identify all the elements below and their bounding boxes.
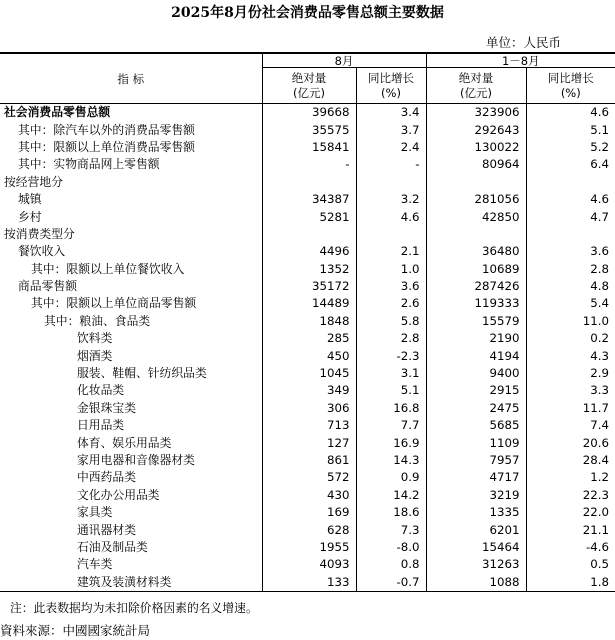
month-abs-cell: 169 [262, 504, 356, 521]
month-abs-cell [262, 226, 356, 243]
ytd-yoy-cell: 22.0 [526, 504, 615, 521]
ytd-abs-cell: 1335 [426, 504, 526, 521]
row-label: 体育、娱乐用品类 [77, 435, 172, 450]
ytd-abs-cell: 4194 [426, 347, 526, 364]
month-abs-cell: 15841 [262, 139, 356, 156]
row-label: 汽车类 [77, 557, 113, 572]
row-label: 其中：粮油、食品类 [44, 313, 151, 328]
row-label: 饮料类 [77, 331, 113, 346]
ytd-yoy-cell: 3.3 [526, 382, 615, 399]
ytd-abs-cell: 42850 [426, 208, 526, 225]
row-label: 其中：限额以上单位商品零售额 [31, 296, 197, 311]
ytd-yoy-cell: 4.6 [526, 191, 615, 208]
table-row [0, 226, 615, 243]
ytd-abs-cell: 2190 [426, 330, 526, 347]
unit-label: 单位：人民币 [486, 35, 562, 50]
month-abs-cell: 713 [262, 417, 356, 434]
period-header-ytd: 1－8月 [426, 53, 615, 68]
ytd-abs-cell [426, 226, 526, 243]
month-yoy-cell: 2.8 [356, 330, 426, 347]
month-yoy-cell: 18.6 [356, 504, 426, 521]
table-row [0, 313, 615, 330]
month-abs-cell: 285 [262, 330, 356, 347]
ytd-abs-cell: 15464 [426, 539, 526, 556]
month-abs-cell: 861 [262, 452, 356, 469]
ytd-abs-cell: 1088 [426, 574, 526, 592]
col-header-label: 绝对量 [458, 70, 494, 85]
ytd-abs-cell: 3219 [426, 487, 526, 504]
row-label: 中西药品类 [77, 470, 136, 485]
ytd-yoy-cell: 0.2 [526, 330, 615, 347]
month-yoy-cell: 2.4 [356, 139, 426, 156]
month-abs-cell: 1352 [262, 261, 356, 278]
month-abs-cell: - [262, 156, 356, 173]
ytd-yoy-cell: 20.6 [526, 434, 615, 451]
month-abs-cell: 35575 [262, 121, 356, 138]
ytd-abs-cell: 292643 [426, 121, 526, 138]
month-abs-cell: 35172 [262, 278, 356, 295]
table-row [0, 400, 615, 417]
table-row [0, 261, 615, 278]
col-header-unit: (%) [381, 85, 401, 100]
ytd-yoy-cell: 4.8 [526, 278, 615, 295]
col-header-label: 同比增长 [547, 70, 594, 85]
col-header-unit: (%) [560, 85, 581, 100]
table-row [0, 469, 615, 486]
ytd-abs-cell: 7957 [426, 452, 526, 469]
row-label: 乡村 [18, 209, 42, 224]
col-header-label: 绝对量 [291, 70, 327, 85]
row-label: 其中：除汽车以外的消费品零售额 [18, 122, 195, 137]
table-row [0, 295, 615, 312]
row-label: 其中：限额以上单位餐饮收入 [31, 261, 185, 276]
month-yoy-cell: 2.6 [356, 295, 426, 312]
ytd-yoy-cell: 2.9 [526, 365, 615, 382]
ytd-yoy-cell: 5.1 [526, 121, 615, 138]
ytd-yoy-cell: 11.7 [526, 400, 615, 417]
ytd-abs-cell: 1109 [426, 434, 526, 451]
month-abs-cell: 127 [262, 434, 356, 451]
col-header-month-yoy [356, 68, 426, 104]
month-yoy-cell: 3.4 [356, 104, 426, 122]
row-label: 日用品类 [77, 418, 125, 433]
page-title: 2025年8月份社会消费品零售总额主要数据 [171, 5, 444, 21]
row-label: 建筑及装潢材料类 [77, 574, 172, 589]
indicator-header: 指 标 [117, 71, 145, 86]
col-header-unit: (亿元) [293, 85, 325, 100]
row-label: 家用电器和音像器材类 [77, 453, 195, 467]
col-header-month-abs [262, 68, 356, 104]
ytd-abs-cell: 80964 [426, 156, 526, 173]
ytd-abs-cell: 15579 [426, 313, 526, 330]
ytd-yoy-cell: 4.3 [526, 347, 615, 364]
ytd-yoy-cell: 5.2 [526, 139, 615, 156]
ytd-yoy-cell: 5.4 [526, 295, 615, 312]
row-label: 金银珠宝类 [77, 400, 136, 415]
month-yoy-cell: 1.0 [356, 261, 426, 278]
month-abs-cell: 1955 [262, 539, 356, 556]
table-body [0, 104, 615, 592]
ytd-yoy-cell: 6.4 [526, 156, 615, 173]
row-label: 烟酒类 [77, 348, 113, 363]
ytd-abs-cell: 31263 [426, 556, 526, 573]
table-row [0, 487, 615, 504]
col-header-ytd-abs [426, 68, 526, 104]
retail-sales-table [0, 52, 615, 592]
table-row [0, 191, 615, 208]
month-abs-cell: 5281 [262, 208, 356, 225]
table-row [0, 104, 615, 122]
month-abs-cell: 349 [262, 382, 356, 399]
ytd-yoy-cell [526, 174, 615, 191]
col-header-unit: (亿元) [460, 85, 492, 100]
ytd-abs-cell: 281056 [426, 191, 526, 208]
month-yoy-cell [356, 226, 426, 243]
month-yoy-cell: 16.9 [356, 434, 426, 451]
row-label: 文化办公用品类 [77, 487, 160, 502]
ytd-yoy-cell: 0.5 [526, 556, 615, 573]
table-row [0, 452, 615, 469]
month-abs-cell: 306 [262, 400, 356, 417]
table-row [0, 330, 615, 347]
row-label: 城镇 [18, 192, 42, 207]
month-abs-cell: 133 [262, 574, 356, 592]
month-yoy-cell: 5.8 [356, 313, 426, 330]
month-yoy-cell: -2.3 [356, 347, 426, 364]
month-yoy-cell: -8.0 [356, 539, 426, 556]
table-row [0, 208, 615, 225]
table-row [0, 556, 615, 573]
ytd-abs-cell: 323906 [426, 104, 526, 122]
row-label: 服装、鞋帽、针纺织品类 [77, 366, 207, 381]
data-source: 資料來源：中國國家統計局 [0, 623, 151, 638]
row-label: 商品零售额 [18, 279, 77, 294]
col-header-ytd-yoy [526, 68, 615, 104]
ytd-yoy-cell: 3.6 [526, 243, 615, 260]
ytd-abs-cell: 2915 [426, 382, 526, 399]
ytd-yoy-cell: 4.7 [526, 208, 615, 225]
row-label: 其中：实物商品网上零售额 [18, 157, 160, 172]
month-abs-cell: 430 [262, 487, 356, 504]
table-row [0, 574, 615, 592]
table-row [0, 156, 615, 173]
month-abs-cell: 4496 [262, 243, 356, 260]
month-yoy-cell: 14.3 [356, 452, 426, 469]
table-row [0, 243, 615, 260]
ytd-yoy-cell: 28.4 [526, 452, 615, 469]
footnote: 注：此表数据均为未扣除价格因素的名义增速。 [10, 601, 258, 615]
ytd-abs-cell: 130022 [426, 139, 526, 156]
month-yoy-cell: 0.9 [356, 469, 426, 486]
row-label: 家具类 [77, 505, 113, 520]
month-abs-cell: 450 [262, 347, 356, 364]
month-yoy-cell: 7.7 [356, 417, 426, 434]
table-row [0, 521, 615, 538]
ytd-abs-cell: 4717 [426, 469, 526, 486]
month-yoy-cell: 16.8 [356, 400, 426, 417]
month-yoy-cell: 3.6 [356, 278, 426, 295]
table-row [0, 278, 615, 295]
ytd-yoy-cell: -4.6 [526, 539, 615, 556]
ytd-abs-cell: 36480 [426, 243, 526, 260]
ytd-abs-cell: 10689 [426, 261, 526, 278]
table-row [0, 417, 615, 434]
ytd-yoy-cell: 11.0 [526, 313, 615, 330]
table-row [0, 139, 615, 156]
table-row [0, 539, 615, 556]
table-row [0, 382, 615, 399]
month-abs-cell [262, 174, 356, 191]
table-row [0, 504, 615, 521]
row-label: 其中：限额以上单位消费品零售额 [18, 139, 195, 154]
ytd-yoy-cell: 1.2 [526, 469, 615, 486]
ytd-yoy-cell: 4.6 [526, 104, 615, 122]
ytd-abs-cell: 9400 [426, 365, 526, 382]
month-abs-cell: 1848 [262, 313, 356, 330]
month-yoy-cell: - [356, 156, 426, 173]
ytd-yoy-cell: 22.3 [526, 487, 615, 504]
ytd-yoy-cell: 1.8 [526, 574, 615, 592]
row-label: 化妆品类 [77, 383, 125, 398]
month-yoy-cell: 0.8 [356, 556, 426, 573]
month-yoy-cell: 3.1 [356, 365, 426, 382]
row-label: 按消费类型分 [4, 226, 75, 241]
ytd-abs-cell: 2475 [426, 400, 526, 417]
ytd-abs-cell: 287426 [426, 278, 526, 295]
month-abs-cell: 572 [262, 469, 356, 486]
ytd-abs-cell: 119333 [426, 295, 526, 312]
table-row [0, 434, 615, 451]
month-abs-cell: 39668 [262, 104, 356, 122]
row-label: 石油及制品类 [77, 539, 148, 554]
col-header-label: 同比增长 [368, 70, 414, 85]
ytd-yoy-cell: 2.8 [526, 261, 615, 278]
month-yoy-cell: 2.1 [356, 243, 426, 260]
row-label: 餐饮收入 [18, 244, 66, 259]
month-yoy-cell: 3.2 [356, 191, 426, 208]
row-label: 按经营地分 [4, 174, 63, 189]
month-abs-cell: 4093 [262, 556, 356, 573]
table-row [0, 365, 615, 382]
ytd-abs-cell: 6201 [426, 521, 526, 538]
table-row [0, 174, 615, 191]
month-yoy-cell: -0.7 [356, 574, 426, 592]
ytd-yoy-cell [526, 226, 615, 243]
month-yoy-cell [356, 174, 426, 191]
month-abs-cell: 1045 [262, 365, 356, 382]
table-row [0, 347, 615, 364]
month-abs-cell: 628 [262, 521, 356, 538]
month-abs-cell: 14489 [262, 295, 356, 312]
month-yoy-cell: 5.1 [356, 382, 426, 399]
ytd-yoy-cell: 21.1 [526, 521, 615, 538]
month-abs-cell: 34387 [262, 191, 356, 208]
month-yoy-cell: 4.6 [356, 208, 426, 225]
month-yoy-cell: 3.7 [356, 121, 426, 138]
table-row [0, 121, 615, 138]
row-label: 社会消费品零售总额 [4, 105, 111, 120]
ytd-abs-cell: 5685 [426, 417, 526, 434]
month-yoy-cell: 14.2 [356, 487, 426, 504]
ytd-yoy-cell: 7.4 [526, 417, 615, 434]
period-header-month: 8月 [262, 53, 426, 68]
ytd-abs-cell [426, 174, 526, 191]
month-yoy-cell: 7.3 [356, 521, 426, 538]
row-label: 通讯器材类 [77, 522, 136, 537]
